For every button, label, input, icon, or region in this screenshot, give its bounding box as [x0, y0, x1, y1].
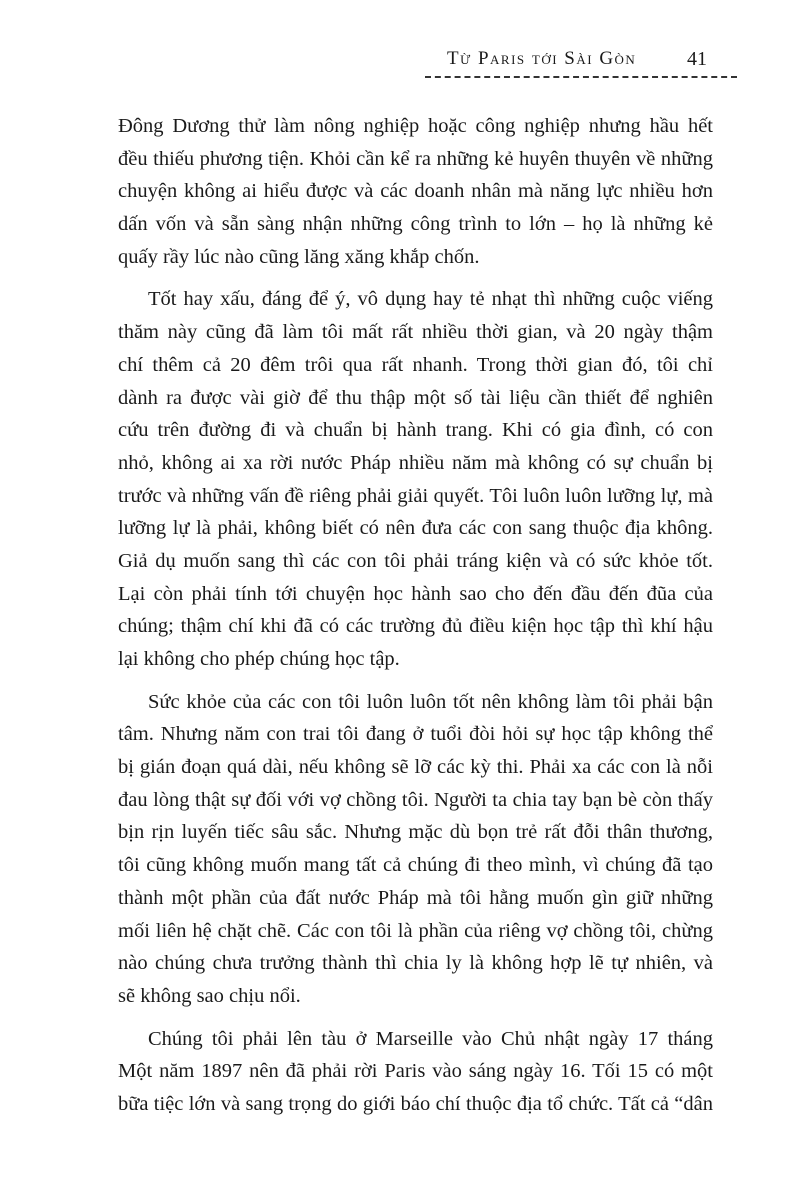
text-line: nào chúng chưa trưởng thành thì chia ly là không hợp lẽ tự nhiên, và — [118, 952, 713, 975]
text-line: đều thiếu phương tiện. Khỏi cần kể ra những kẻ huyên thuyên về những — [118, 147, 713, 170]
text-line: dấn vốn và sẵn sàng nhận những công trình to lớn – họ là những kẻ — [118, 213, 713, 236]
text-line: Sức khỏe của các con tôi luôn luôn tốt nên không làm tôi phải bận — [148, 690, 713, 713]
text-line: thành một phần của đất nước Pháp mà tôi hằng muốn gìn giữ những — [118, 886, 713, 909]
text-line: bữa tiệc lớn và sang trọng do giới báo chí thuộc địa tổ chức. Tất cả “dân — [118, 1092, 713, 1115]
paragraph — [118, 1023, 713, 1121]
header-dashed-rule — [425, 76, 737, 78]
running-title: Từ Paris tới Sài Gòn — [447, 48, 637, 69]
text-line: lưỡng lự là phải, không biết có nên đưa các con sang thuộc địa không. — [118, 517, 713, 540]
text-line: quấy rầy lúc nào cũng lăng xăng khắp chốn. — [118, 245, 480, 268]
page-number: 41 — [687, 48, 707, 70]
text-line: chí thêm cả 20 đêm trôi qua rất nhanh. Trong thời gian đó, tôi chỉ — [118, 353, 713, 376]
text-line: chúng; thậm chí khi đã có các trường đủ điều kiện học tập thì khí hậu — [118, 615, 713, 638]
paragraph — [118, 283, 713, 675]
text-line: dành ra được vài giờ để thu thập một số tài liệu cần thiết để nghiên — [118, 386, 713, 409]
text-line: bị gián đoạn quá dài, nếu không sẽ lỡ các kỳ thi. Phải xa các con là nỗi — [118, 756, 713, 779]
text-line: Chúng tôi phải lên tàu ở Marseille vào Chủ nhật ngày 17 tháng — [148, 1027, 713, 1050]
text-line: Giả dụ muốn sang thì các con tôi phải tráng kiện và có sức khỏe tốt. — [118, 549, 713, 572]
text-line: bịn rịn luyến tiếc sâu sắc. Nhưng mặc dù bọn trẻ rất đỗi thân thương, — [118, 821, 713, 844]
text-line: Một năm 1897 nên đã phải rời Paris vào sáng ngày 16. Tối 15 có một — [118, 1060, 713, 1083]
text-line: tâm. Nhưng năm con trai tôi đang ở tuổi đòi hỏi sự học tập không thể — [118, 723, 713, 746]
text-line: đau lòng thật sự đối với vợ chồng tôi. Người ta chia tay bạn bè còn thấy — [118, 788, 713, 811]
text-line: cứu trên đường đi và chuẩn bị hành trang. Khi có gia đình, có con — [118, 419, 713, 442]
text-line: mối liên hệ chặt chẽ. Các con tôi là phần của riêng vợ chồng tôi, chừng — [118, 919, 713, 942]
text-line: trước và những vấn đề riêng phải giải quyết. Tôi luôn luôn lưỡng lự, mà — [118, 484, 713, 507]
text-line: sẽ không sao chịu nổi. — [118, 984, 301, 1007]
running-header — [425, 46, 737, 78]
body-text — [118, 110, 713, 1131]
text-line: Đông Dương thử làm nông nghiệp hoặc công nghiệp nhưng hầu hết — [118, 115, 713, 137]
text-line: lại không cho phép chúng học tập. — [118, 648, 400, 670]
paragraph — [118, 110, 713, 273]
text-line: tôi cũng không muốn mang tất cả chúng đi theo mình, vì chúng đã tạo — [118, 854, 713, 877]
paragraph — [118, 686, 713, 1013]
text-line: Lại còn phải tính tới chuyện học hành sao cho đến đầu đến đũa của — [118, 582, 713, 605]
text-line: nhỏ, không ai xa rời nước Pháp nhiều năm mà không có sự chuẩn bị — [118, 451, 713, 474]
text-line: chuyện không ai hiểu được và các doanh nhân mà năng lực nhiều hơn — [118, 180, 713, 203]
text-line: Tốt hay xấu, đáng để ý, vô dụng hay tẻ nhạt thì những cuộc viếng — [148, 288, 713, 311]
text-line: thăm này cũng đã làm tôi mất rất nhiều thời gian, và 20 ngày thậm — [118, 321, 713, 344]
